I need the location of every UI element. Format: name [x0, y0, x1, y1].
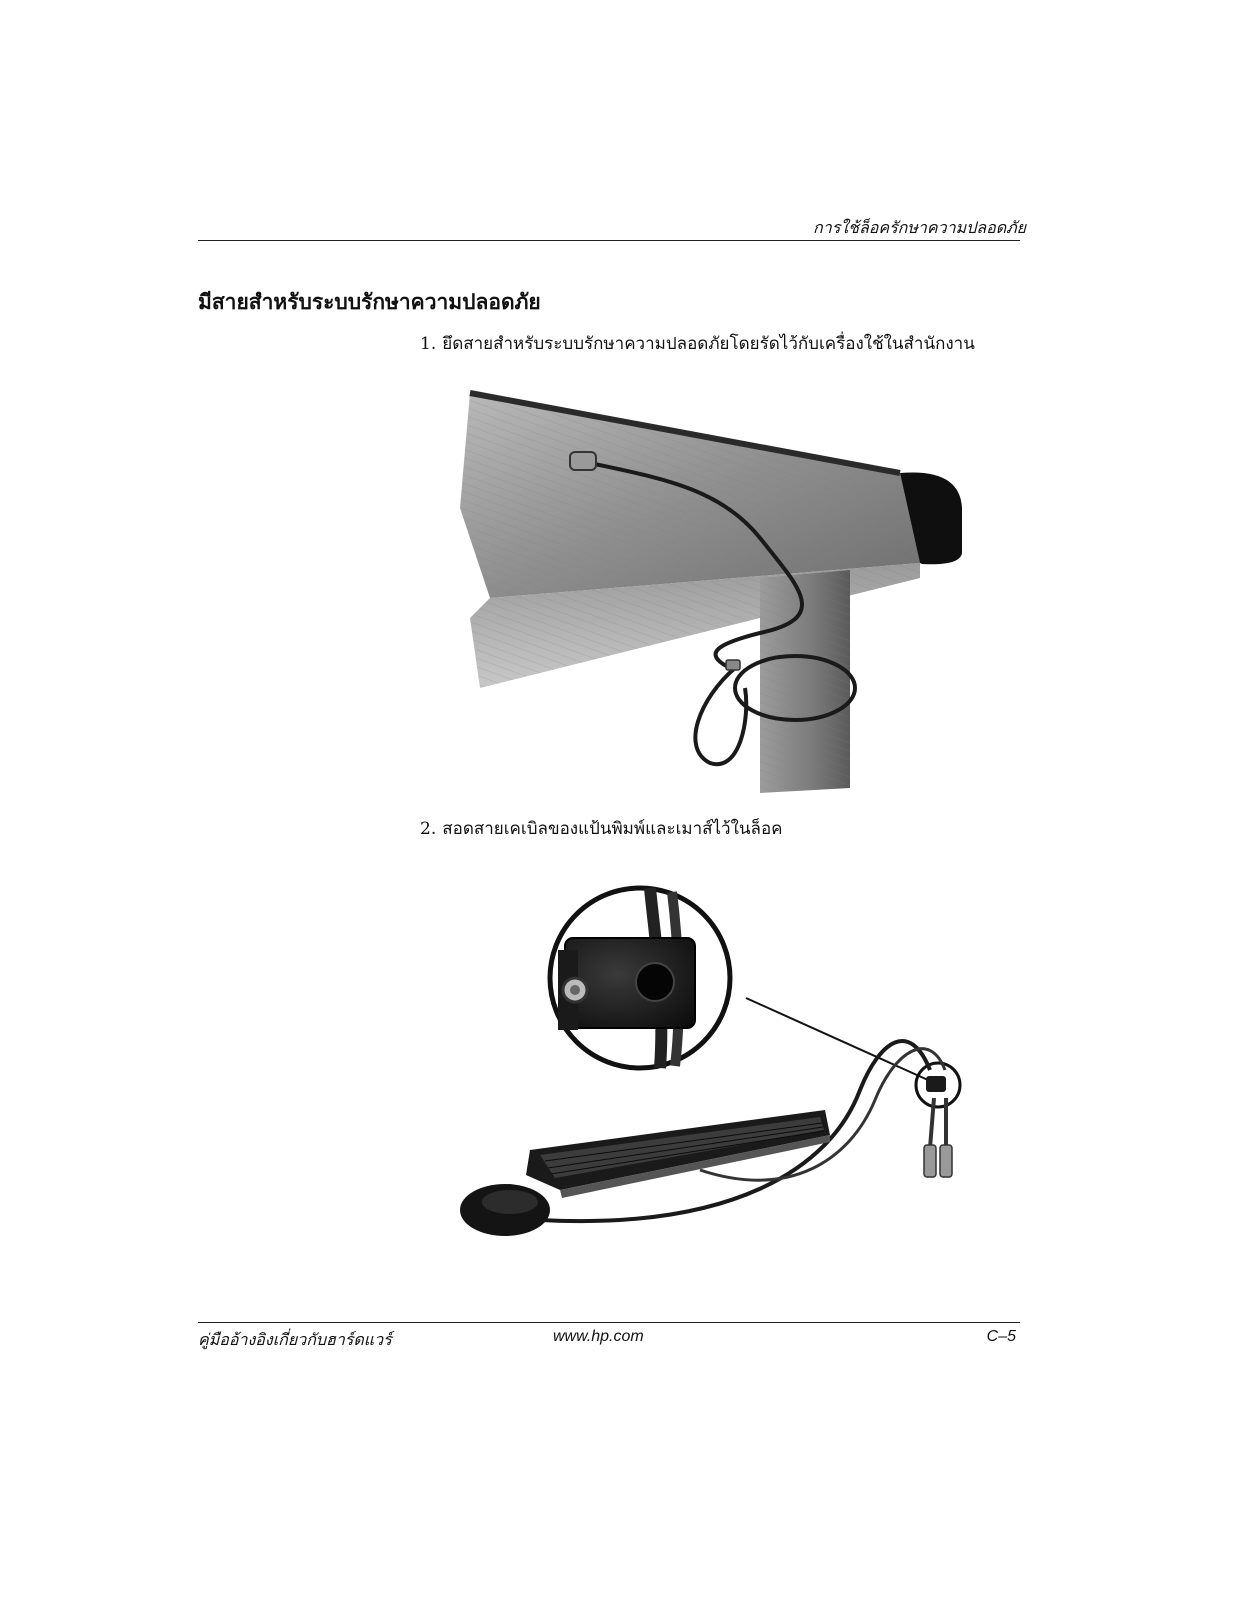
step-1: [420, 330, 975, 357]
footer-rule: [198, 1322, 1020, 1323]
lock-hole: [636, 963, 674, 1001]
step-1-number: 1.: [420, 334, 437, 354]
ps2-connector-1: [924, 1145, 936, 1177]
keyboard-mouse-drawing: [450, 880, 980, 1250]
section-title: มีสายสำหรับระบบรักษาความปลอดภัย: [198, 289, 541, 314]
desk-cable-illustration: [460, 388, 980, 798]
footer-manual-title: คู่มืออ้างอิงเกี่ยวกับฮาร์ดแวร์: [198, 1332, 392, 1349]
step-2-text: สอดสายเคเบิลของแป้นพิมพ์และเมาส์ไว้ในล็อค: [442, 819, 783, 839]
step-1-text: ยึดสายสำหรับระบบรักษาความปลอดภัยโดยรัดไว้กับเครื่องใช้ในสำนักงาน: [442, 334, 975, 354]
footer-page-number: C–5: [986, 1328, 1016, 1345]
desk-cable-drawing: [460, 388, 980, 798]
cable-lock-end: [570, 452, 596, 470]
running-header: การใช้ล็อครักษาความปลอดภัย: [813, 220, 1026, 237]
ps2-connector-2: [940, 1145, 952, 1177]
step-2-number: 2.: [420, 819, 437, 839]
footer-url: www.hp.com: [553, 1328, 644, 1345]
header-rule: [198, 240, 1020, 241]
step-2: [420, 815, 783, 842]
keyboard-mouse-cable-illustration: [450, 880, 980, 1250]
